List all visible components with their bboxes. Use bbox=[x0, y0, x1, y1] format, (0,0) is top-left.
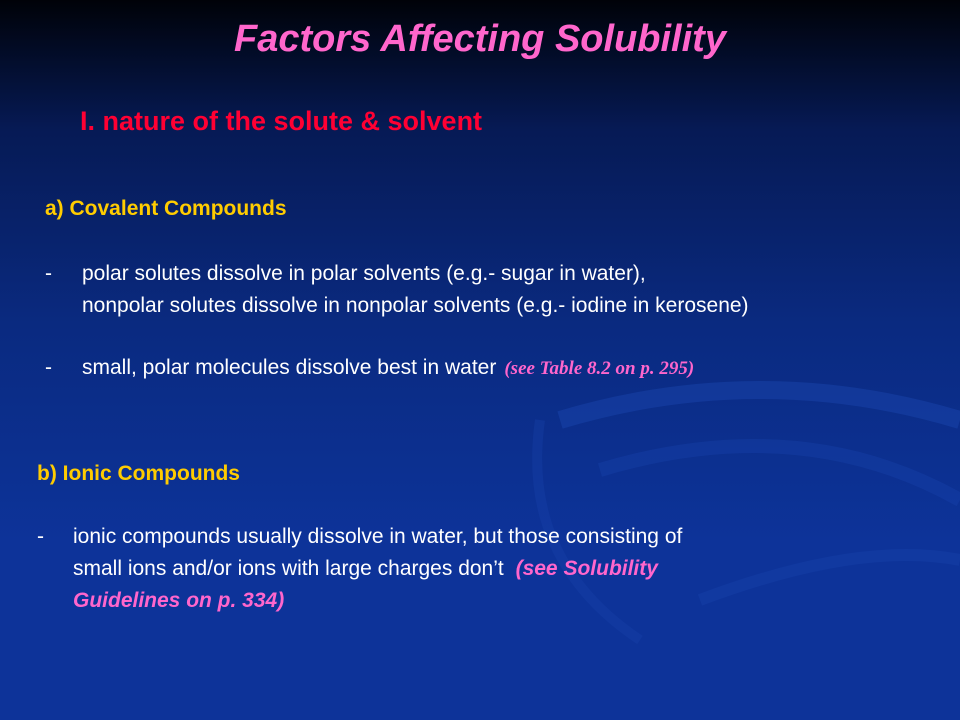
section-b-line2 bbox=[73, 557, 658, 581]
section-a-bullet2 bbox=[82, 356, 694, 380]
slide-title: Factors Affecting Solubility bbox=[234, 18, 726, 60]
section-b-heading: b) Ionic Compounds bbox=[37, 462, 240, 485]
bullet-marker: - bbox=[45, 356, 52, 379]
section-a-heading: a) Covalent Compounds bbox=[45, 197, 287, 220]
section-a-bullet1-line2: nonpolar solutes dissolve in nonpolar solvents (e.g.- iodine in kerosene) bbox=[82, 294, 749, 317]
bullet-marker: - bbox=[37, 525, 44, 548]
section-a-bullet1-line1: polar solutes dissolve in polar solvents (e.g.- sugar in water), bbox=[82, 262, 646, 285]
bullet-marker: - bbox=[45, 262, 52, 285]
guidelines-reference-part1: (see Solubility bbox=[515, 557, 658, 580]
section-b-line1: ionic compounds usually dissolve in water, but those consisting of bbox=[73, 525, 683, 548]
guidelines-reference-part2: Guidelines on p. 334) bbox=[73, 589, 285, 612]
section-b-line2-text: small ions and/or ions with large charges don’t bbox=[73, 557, 504, 580]
section-a-bullet2-text: small, polar molecules dissolve best in water bbox=[82, 356, 497, 379]
table-reference: (see Table 8.2 on p. 295) bbox=[504, 358, 695, 379]
subheading: I. nature of the solute & solvent bbox=[80, 106, 483, 136]
